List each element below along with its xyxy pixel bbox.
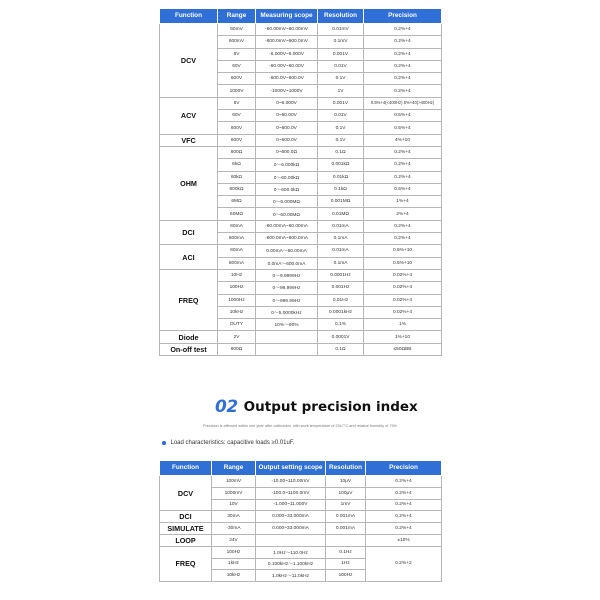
precision-cell: 1%+4 [364, 196, 442, 208]
precision-cell: 0.5%+10 [364, 245, 442, 257]
precision-cell: 4%+10 [364, 134, 442, 146]
precision-cell: 0.2%+2 [366, 546, 442, 581]
range-cell: 1000V [218, 85, 256, 97]
range-cell: 6MΩ [218, 196, 256, 208]
scope-cell: 0.0mA～600.0mA [256, 257, 318, 269]
precision-cell: 0.2%+4 [366, 476, 442, 488]
precision-cell: 0.2%+4 [364, 73, 442, 85]
header-range: Range [212, 461, 256, 476]
load-characteristics [162, 440, 295, 446]
precision-cell: 0.2%+4 [364, 36, 442, 48]
range-cell: 600V [218, 134, 256, 146]
resolution-cell: 0.001V [318, 48, 364, 60]
table-row [160, 343, 442, 355]
resolution-cell: 100Hz [326, 570, 366, 582]
precision-cell: 0.2%+4 [364, 159, 442, 171]
range-cell: 10kHz [212, 570, 256, 582]
range-cell: 6V [218, 48, 256, 60]
calibration-note: Precision is affirmed within one year after calibration, with work temperature of 23±7°C and relative humidity of 75% [203, 424, 397, 428]
scope-cell: -60.00V~60.00V [256, 60, 318, 72]
range-cell: 10kHz [218, 306, 256, 318]
header-output-setting-scope: Output setting scope [256, 461, 326, 476]
precision-cell: 1%+10 [364, 331, 442, 343]
resolution-cell: 0.001MΩ [318, 196, 364, 208]
resolution-cell: 0.0001Hz [318, 269, 364, 281]
range-cell: -30mA [212, 523, 256, 535]
bullet-dot-icon [162, 441, 166, 445]
resolution-cell [326, 534, 366, 546]
function-cell: OHM [160, 146, 218, 220]
section-number: 02 [215, 397, 238, 417]
function-cell: VFC [160, 134, 218, 146]
scope-cell: -600.0V~600.0V [256, 73, 318, 85]
range-cell: 30mA [212, 511, 256, 523]
resolution-cell: 0.001kΩ [318, 159, 364, 171]
precision-cell: 0.02%+4 [364, 282, 442, 294]
range-cell: 60V [218, 110, 256, 122]
precision-cell: 0.02%+4 [364, 306, 442, 318]
precision-cell: 0.2%+4 [364, 24, 442, 36]
resolution-cell: 0.0001kHz [318, 306, 364, 318]
scope-cell: -1000V~1000V [256, 85, 318, 97]
range-cell: 60mV [218, 24, 256, 36]
range-cell: 100mV [212, 476, 256, 488]
precision-cell: 1% [364, 319, 442, 331]
table-row [160, 245, 442, 257]
precision-cell: 0.02%+4 [364, 269, 442, 281]
resolution-cell: 0.0001V [318, 331, 364, 343]
function-cell: Diode [160, 331, 218, 343]
precision-cell: 0.2%+4 [364, 220, 442, 232]
precision-cell: 0.02%+4 [364, 294, 442, 306]
scope-cell: 0~600.0Ω [256, 146, 318, 158]
scope-cell: 0.000~33.000mA [256, 523, 326, 535]
resolution-cell: 0.1V [318, 134, 364, 146]
range-cell: DUTY [218, 319, 256, 331]
range-cell: 60mA [218, 245, 256, 257]
measuring-precision-table [159, 8, 442, 356]
scope-cell: 0～5.0000kHz [256, 306, 318, 318]
scope-cell: 0~6.000V [256, 97, 318, 109]
range-cell: 6V [218, 97, 256, 109]
range-cell: 1000Hz [218, 294, 256, 306]
load-characteristics-text: Load characteristics: capacitive loads ≥0.01uF. [170, 440, 295, 446]
precision-cell: 0.5%+10 [364, 257, 442, 269]
resolution-cell: 0.001mA [326, 511, 366, 523]
resolution-cell: 0.1Ω [318, 146, 364, 158]
precision-cell: 0.5%+4(<400Hz) 5%+40(>400Hz) [364, 97, 442, 109]
scope-cell: 0.000~33.000mA [256, 511, 326, 523]
section-title: Output precision index [243, 399, 418, 415]
resolution-cell: 0.01mA [318, 245, 364, 257]
resolution-cell: 0.001mA [326, 523, 366, 535]
table-row [160, 546, 442, 558]
precision-cell: 0.2%+4 [364, 60, 442, 72]
table-row [160, 220, 442, 232]
range-cell: 100Hz [218, 282, 256, 294]
scope-cell [256, 534, 326, 546]
range-cell: 60V [218, 60, 256, 72]
resolution-cell: 0.1mA [318, 257, 364, 269]
scope-cell: -10.00~110.00mV [256, 476, 326, 488]
scope-cell: 0~600.0V [256, 134, 318, 146]
function-cell: FREQ [160, 546, 212, 581]
header-resolution: Resolution [326, 461, 366, 476]
table-row [160, 534, 442, 546]
function-cell: DCV [160, 476, 212, 511]
resolution-cell: 0.001V [318, 97, 364, 109]
precision-cell: 0.2%+4 [364, 233, 442, 245]
precision-cell: 0.2%+4 [364, 146, 442, 158]
range-cell: 60kΩ [218, 171, 256, 183]
table-row [160, 134, 442, 146]
table-row [160, 97, 442, 109]
table-header-row [160, 9, 442, 24]
scope-cell: 0.100kHz～1.100kHz [256, 558, 326, 570]
scope-cell: 0.00mA～60.00mA [256, 245, 318, 257]
precision-cell: ≤50ΩBB [364, 343, 442, 355]
resolution-cell: 0.01kΩ [318, 171, 364, 183]
resolution-cell: 1mV [326, 499, 366, 511]
scope-cell [256, 331, 318, 343]
range-cell: 10V [212, 499, 256, 511]
resolution-cell: 1V [318, 85, 364, 97]
resolution-cell: 0.1Hz [326, 546, 366, 558]
scope-cell: 0～9.9999Hz [256, 269, 318, 281]
header-resolution: Resolution [318, 9, 364, 24]
resolution-cell: 0.01V [318, 60, 364, 72]
table-row [160, 24, 442, 36]
scope-cell: 0～60.00kΩ [256, 171, 318, 183]
range-cell: 100Hz [212, 546, 256, 558]
table-row [160, 146, 442, 158]
function-cell: ACV [160, 97, 218, 134]
resolution-cell: 10μV [326, 476, 366, 488]
resolution-cell: 0.001Hz [318, 282, 364, 294]
scope-cell: 0~600.0V [256, 122, 318, 134]
scope-cell: 0～999.99Hz [256, 294, 318, 306]
precision-cell: 0.5%+4 [364, 122, 442, 134]
range-cell: 24V [212, 534, 256, 546]
table-header-row [160, 461, 442, 476]
resolution-cell: 0.01mA [318, 220, 364, 232]
scope-cell: 0～600.0kΩ [256, 183, 318, 195]
range-cell: 10Hz [218, 269, 256, 281]
range-cell: 600Ω [218, 146, 256, 158]
scope-cell: 0～6.000MΩ [256, 196, 318, 208]
header-range: Range [218, 9, 256, 24]
section-heading [215, 398, 418, 416]
precision-cell: 0.2%+4 [364, 171, 442, 183]
table-row [160, 331, 442, 343]
header-function: Function [160, 461, 212, 476]
range-cell: 1000mV [212, 487, 256, 499]
table-row [160, 511, 442, 523]
range-cell: 600mA [218, 257, 256, 269]
range-cell: 60MΩ [218, 208, 256, 220]
scope-cell: 0～6.000kΩ [256, 159, 318, 171]
precision-cell: 0.2%+4 [364, 48, 442, 60]
header-precision: Precision [366, 461, 442, 476]
function-cell: On-off test [160, 343, 218, 355]
scope-cell: 1.0kHz～11.0kHz [256, 570, 326, 582]
table-row [160, 476, 442, 488]
resolution-cell: 0.1kΩ [318, 183, 364, 195]
scope-cell [256, 343, 318, 355]
scope-cell: 0～99.999Hz [256, 282, 318, 294]
precision-cell: 0.5%+4 [364, 183, 442, 195]
precision-cell: 0.2%+4 [364, 85, 442, 97]
header-function: Function [160, 9, 218, 24]
resolution-cell: 100μV [326, 487, 366, 499]
range-cell: 600Ω [218, 343, 256, 355]
function-cell: DCV [160, 24, 218, 98]
scope-cell: 1.0Hz～110.0Hz [256, 546, 326, 558]
range-cell: 2V [218, 331, 256, 343]
header-measuring-scope: Measuring scope [256, 9, 318, 24]
scope-cell: -60.00mA~60.00mA [256, 220, 318, 232]
function-cell: FREQ [160, 269, 218, 330]
resolution-cell: 0.01mV [318, 24, 364, 36]
scope-cell: -1.000~11.000V [256, 499, 326, 511]
resolution-cell: 0.1mA [318, 233, 364, 245]
scope-cell: 0～60.00MΩ [256, 208, 318, 220]
scope-cell: -600.0mV~600.0mV [256, 36, 318, 48]
scope-cell: 0~60.00V [256, 110, 318, 122]
table-row [160, 269, 442, 281]
resolution-cell: 0.1% [318, 319, 364, 331]
resolution-cell: 0.01V [318, 110, 364, 122]
range-cell: 6kΩ [218, 159, 256, 171]
function-cell: ACI [160, 245, 218, 270]
precision-cell: 0.2%+4 [366, 523, 442, 535]
function-cell: DCI [160, 220, 218, 245]
precision-cell: 2%+4 [364, 208, 442, 220]
range-cell: 600V [218, 73, 256, 85]
resolution-cell: 0.01MΩ [318, 208, 364, 220]
resolution-cell: 0.01Hz [318, 294, 364, 306]
range-cell: 600kΩ [218, 183, 256, 195]
scope-cell: -60.00mV~60.00mV [256, 24, 318, 36]
output-precision-table [159, 460, 442, 582]
precision-cell: 0.2%+4 [366, 511, 442, 523]
function-cell: LOOP [160, 534, 212, 546]
range-cell: 60mA [218, 220, 256, 232]
header-precision: Precision [364, 9, 442, 24]
range-cell: 1kHz [212, 558, 256, 570]
table-row [160, 523, 442, 535]
scope-cell: -6.000V~6.000V [256, 48, 318, 60]
resolution-cell: 0.1Ω [318, 343, 364, 355]
resolution-cell: 0.1V [318, 73, 364, 85]
precision-cell: 0.2%+4 [366, 499, 442, 511]
range-cell: 600V [218, 122, 256, 134]
function-cell: DCI [160, 511, 212, 523]
precision-cell: ±10% [366, 534, 442, 546]
scope-cell: -600.0mA~600.0mA [256, 233, 318, 245]
precision-cell: 0.5%+4 [364, 110, 442, 122]
precision-cell: 0.2%+4 [366, 487, 442, 499]
scope-cell: 10%～90% [256, 319, 318, 331]
resolution-cell: 1Hz [326, 558, 366, 570]
range-cell: 600mV [218, 36, 256, 48]
range-cell: 600mA [218, 233, 256, 245]
function-cell: SIMULATE [160, 523, 212, 535]
resolution-cell: 0.1mV [318, 36, 364, 48]
resolution-cell: 0.1V [318, 122, 364, 134]
scope-cell: -100.0~1100.0mV [256, 487, 326, 499]
